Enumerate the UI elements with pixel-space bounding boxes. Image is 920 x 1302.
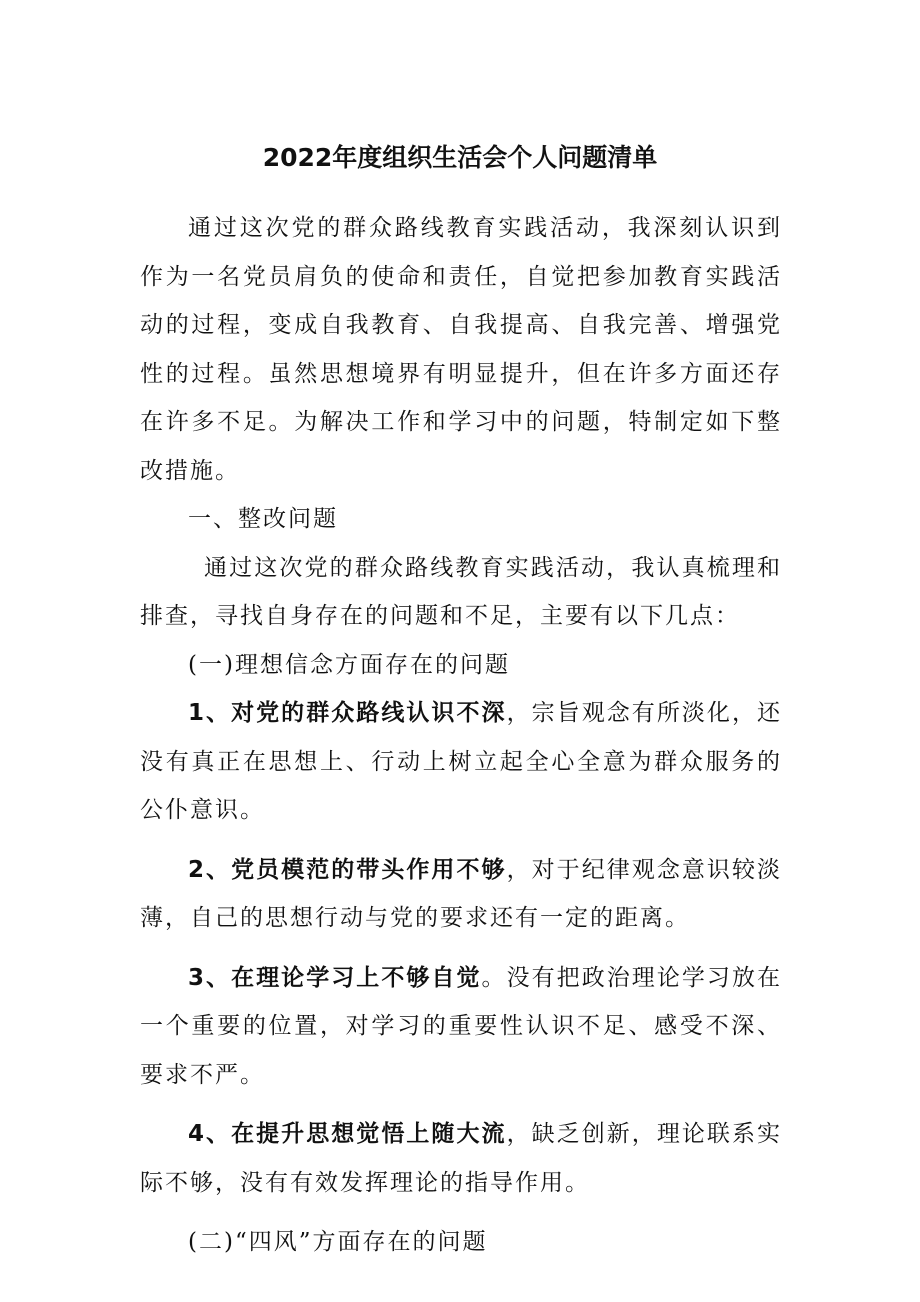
problem-item-4 <box>140 1110 782 1207</box>
document-body <box>140 204 782 1267</box>
problem-item-3 <box>140 954 782 1100</box>
problem-item-lead: 1、对党的群众路线认识不深 <box>188 700 507 726</box>
problem-item-1 <box>140 689 782 835</box>
section-intro-paragraph: 通过这次党的群众路线教育实践活动，我认真梳理和排查，寻找自身存在的问题和不足，主要有以下几点： <box>140 554 782 629</box>
problem-item-lead: 4、在提升思想觉悟上随大流 <box>188 1121 507 1147</box>
problem-item-2 <box>140 846 782 943</box>
problem-item-text: ，对于纪律观念意识较淡薄，自己的思想行动与党的要求还有一定的距离。 <box>140 856 782 931</box>
section-heading: 一、整改问题 <box>188 506 338 532</box>
problem-item-text: ，缺乏创新，理论联系实际不够，没有有效发挥理论的指导作用。 <box>140 1121 782 1196</box>
problem-item-text: ，宗旨观念有所淡化，还没有真正在思想上、行动上树立起全心全意为群众服务的公仆意识。 <box>140 700 782 823</box>
intro-paragraph: 通过这次党的群众路线教育实践活动，我深刻认识到作为一名党员肩负的使命和责任，自觉把参加教育实践活动的过程，变成自我教育、自我提高、自我完善、增强党性的过程。虽然思想境界有明显提升，但在许多方面还存在许多不足。为解决工作和学习中的问题，特制定如下整改措施。 <box>140 215 782 484</box>
problem-item-lead: 2、党员模范的带头作用不够 <box>188 856 507 883</box>
subsection-heading-ideals: (一)理想信念方面存在的问题 <box>188 651 510 678</box>
problem-item-text: 。没有把政治理论学习放在一个重要的位置，对学习的重要性认识不足、感受不深、要求不严。 <box>140 964 783 1088</box>
document-title: 2022年度组织生活会个人问题清单 <box>262 143 658 172</box>
problem-item-lead: 3、在理论学习上不够自觉 <box>188 964 482 991</box>
subsection-heading-four-styles: (二)“四风”方面存在的问题 <box>188 1229 488 1255</box>
